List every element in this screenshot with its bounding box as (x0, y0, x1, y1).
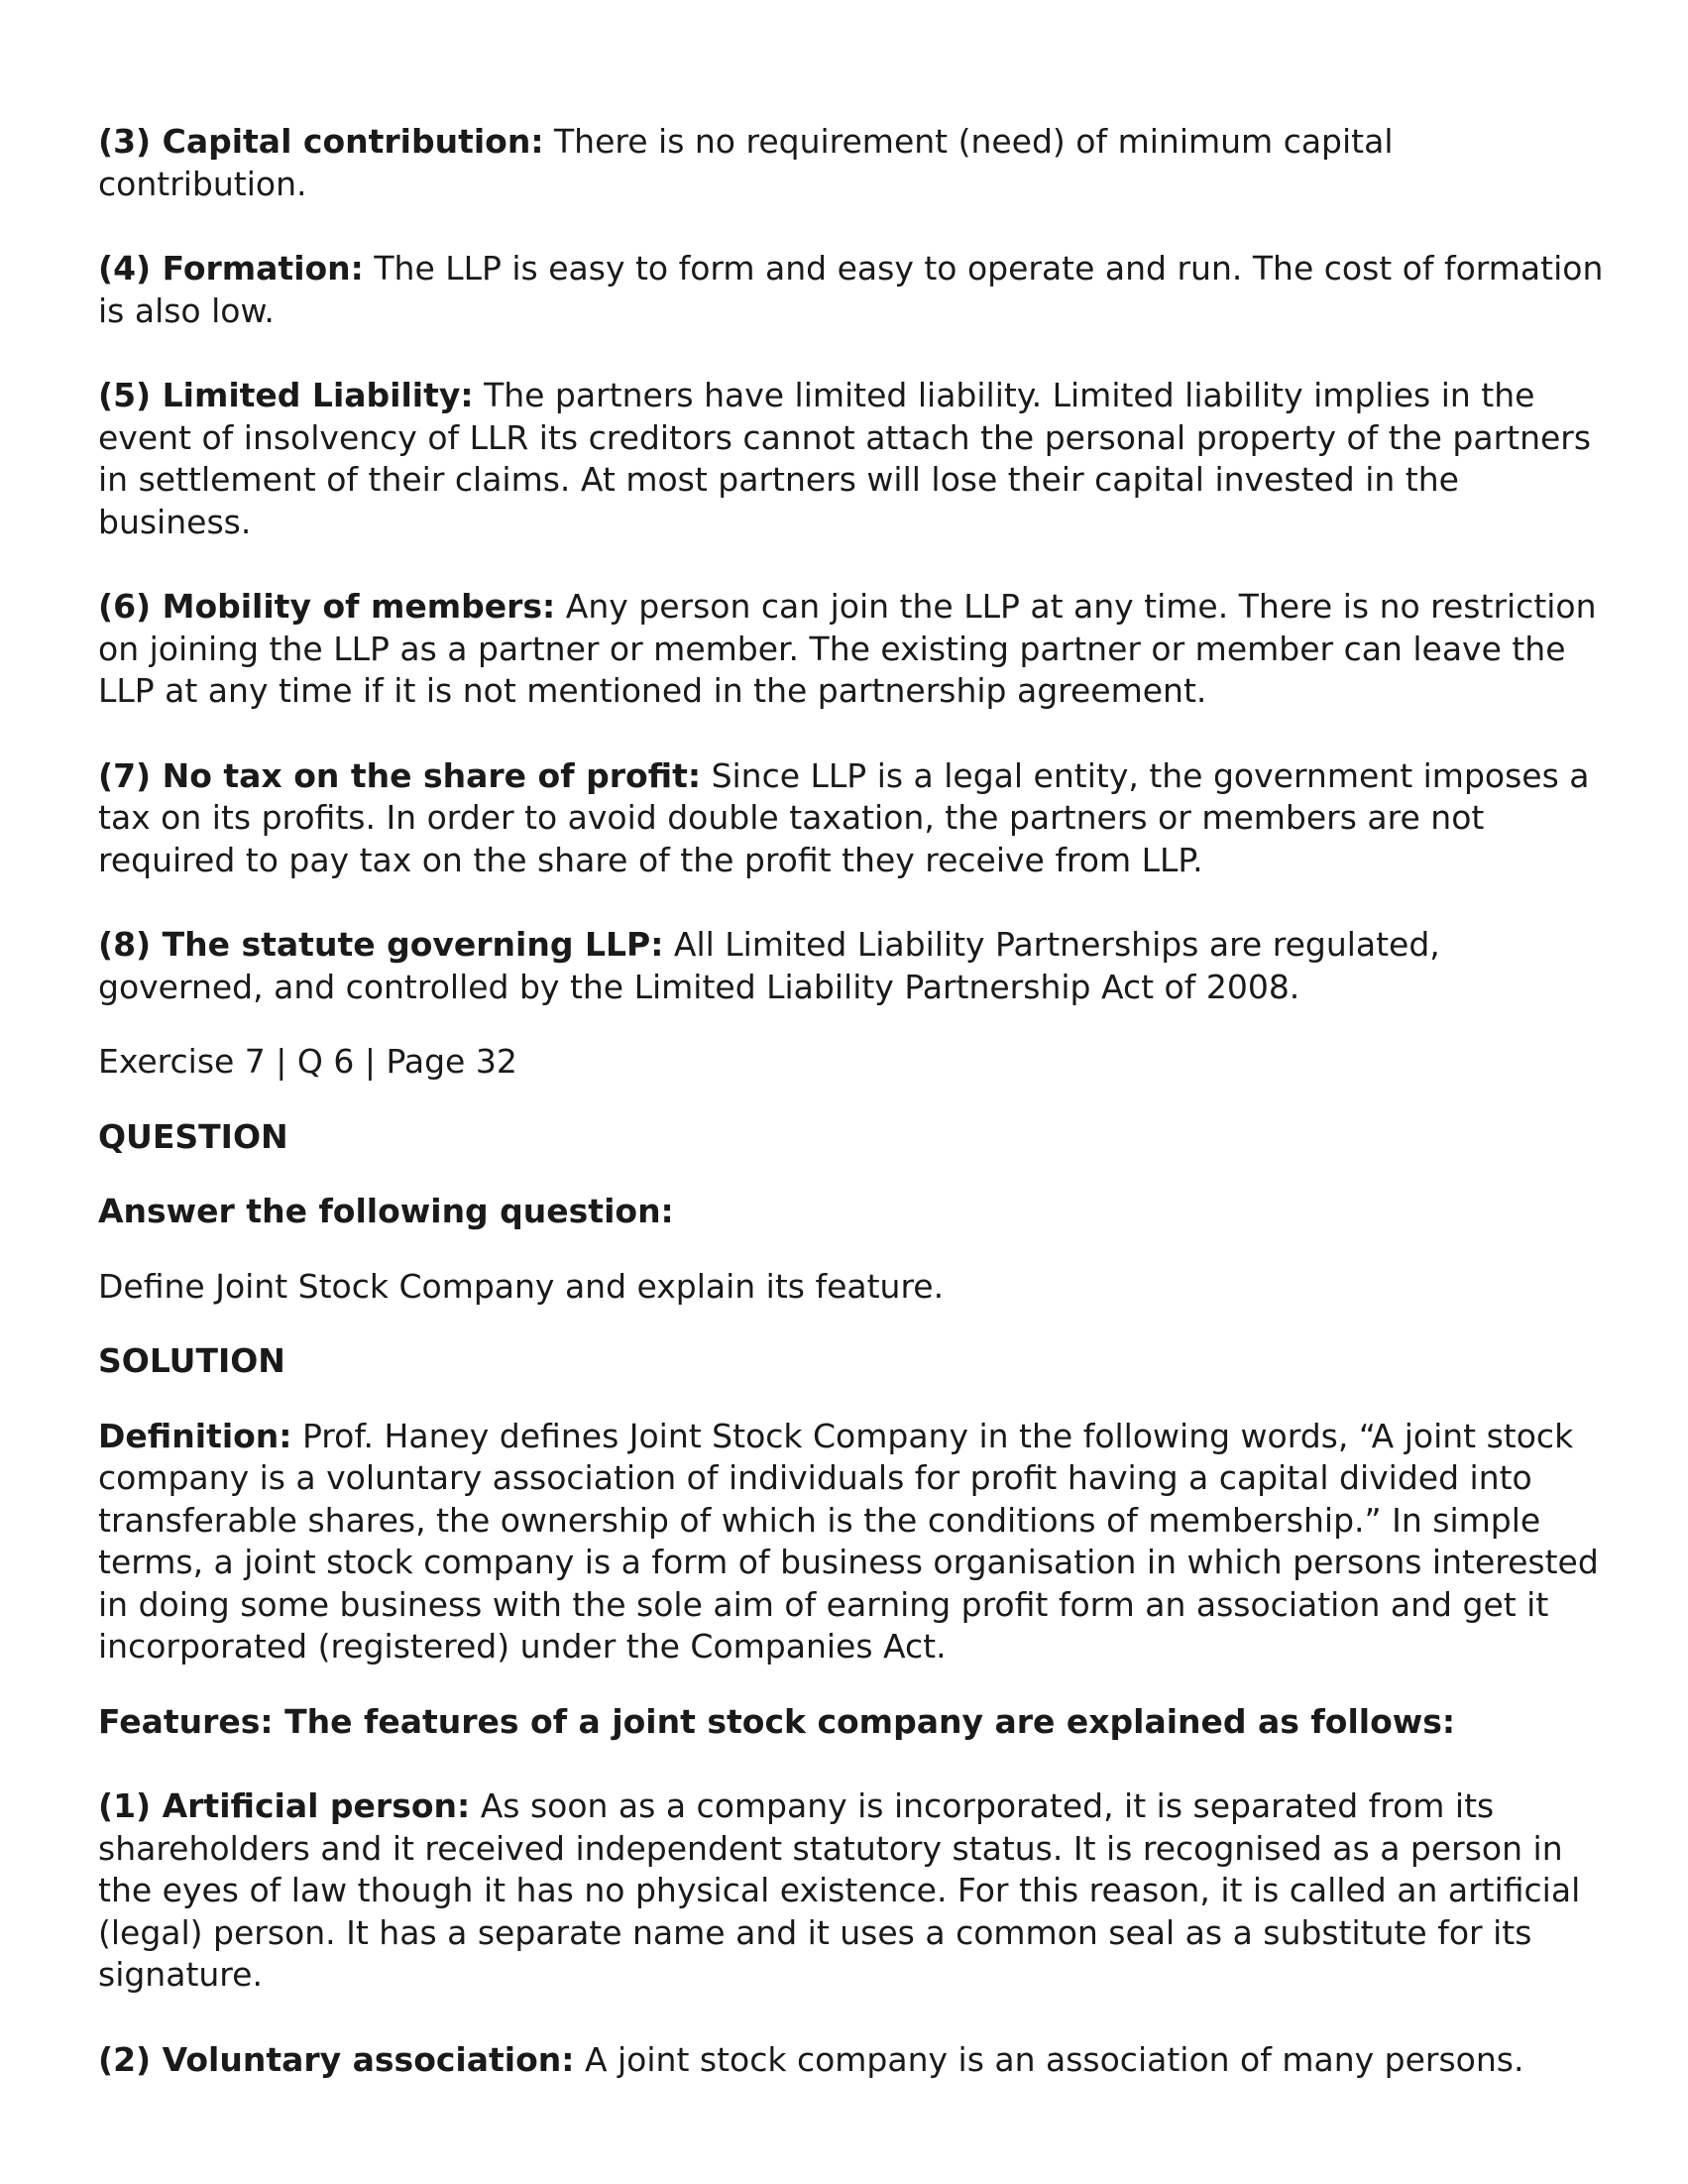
heading-no-tax: (7) No tax on the share of profit: (98, 755, 702, 795)
paragraph-limited-liability (98, 375, 1605, 543)
features-heading: Features: The features of a joint stock company are explained as follows: (98, 1701, 1456, 1741)
text-statute: All Limited Liability Partnerships are regulated, governed, and controlled by the Limited Liability Partnership Act of 2008. (98, 925, 1440, 1006)
text-voluntary-association: A joint stock company is an association of many persons. (574, 2039, 1524, 2079)
text-capital-contribution: There is no requirement (need) of minimum capital contribution. (98, 122, 1394, 203)
heading-definition: Definition: (98, 1416, 292, 1455)
exercise-reference: Exercise 7 | Q 6 | Page 32 (98, 1042, 517, 1081)
text-definition: Prof. Haney defines Joint Stock Company in the following words, “A joint stock company is a voluntary association of individuals for profit having a capital divided into transferable shares, the ownership of which is the conditions of membership.” In simple terms, a joint stock company is a form of business organisation in which persons interested in doing some business with the sole aim of earning profit form an association and get it incorporated (registered) under the Companies Act. (98, 1416, 1599, 1666)
question-text: Define Joint Stock Company and explain its feature. (98, 1266, 945, 1306)
heading-voluntary-association: (2) Voluntary association: (98, 2039, 575, 2079)
text-no-tax: Since LLP is a legal entity, the government imposes a tax on its profits. In order to avoid double taxation, the partners or members are not required to pay tax on the share of the profit they receive from LLP. (98, 755, 1590, 879)
paragraph-artificial-person (98, 1785, 1605, 1997)
paragraph-statute (98, 924, 1605, 1008)
text-mobility-of-members: Any person can join the LLP at any time. There is no restriction on joining the LLP as a partner or member. The existing partner or member can leave the LLP at any time if it is not mentioned in the partnership agreement. (98, 587, 1597, 710)
heading-artificial-person: (1) Artificial person: (98, 1786, 471, 1825)
paragraph-formation (98, 248, 1605, 332)
question-label: QUESTION (98, 1116, 288, 1156)
heading-formation: (4) Formation: (98, 249, 364, 287)
text-formation: The LLP is easy to form and easy to operate and run. The cost of formation is also low. (98, 249, 1604, 330)
document-page (98, 121, 1605, 2124)
solution-label: SOLUTION (98, 1341, 285, 1380)
text-limited-liability: The partners have limited liability. Limited liability implies in the event of insolvency of LLR its creditors cannot attach the personal property of the partners in settlement of their claims. At most partners will lose their capital invested in the business. (98, 376, 1592, 541)
text-artificial-person: As soon as a company is incorporated, it is separated from its shareholders and it received independent statutory status. It is recognised as a person in the eyes of law though it has no physical existence. For this reason, it is called an artificial (legal) person. It has a separate name and it uses a common seal as a substitute for its signature. (98, 1786, 1581, 1994)
paragraph-no-tax (98, 755, 1605, 882)
paragraph-mobility-of-members (98, 586, 1605, 713)
paragraph-voluntary-association (98, 2039, 1605, 2082)
paragraph-definition (98, 1416, 1605, 1668)
heading-limited-liability: (5) Limited Liability: (98, 376, 474, 414)
heading-capital-contribution: (3) Capital contribution: (98, 122, 544, 161)
paragraph-capital-contribution (98, 121, 1605, 205)
heading-mobility-of-members: (6) Mobility of members: (98, 587, 556, 626)
heading-statute: (8) The statute governing LLP: (98, 925, 664, 964)
question-instruction: Answer the following question: (98, 1192, 674, 1230)
